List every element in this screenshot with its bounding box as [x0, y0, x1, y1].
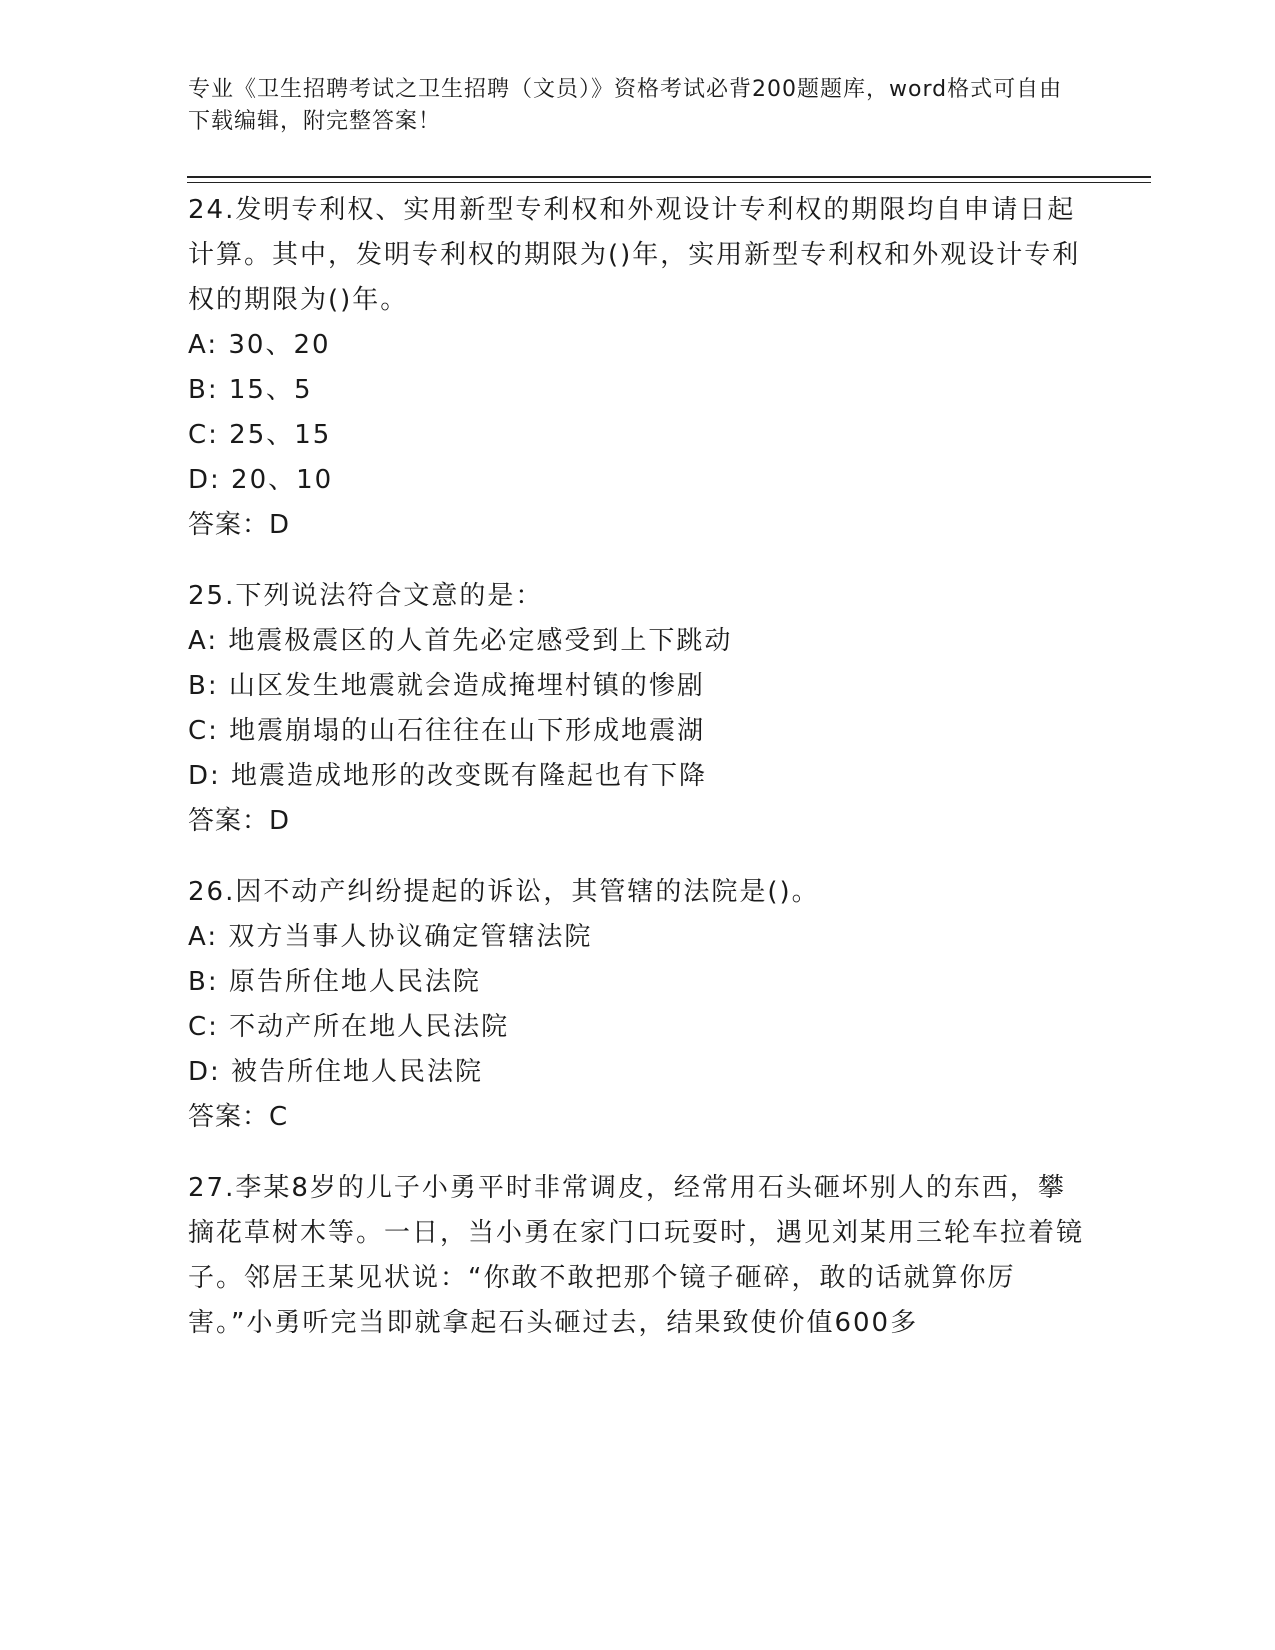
header-rule-thick [187, 176, 1151, 178]
option-d: D: 被告所住地人民法院 [188, 1057, 484, 1087]
question-list [188, 188, 1088, 1372]
question-stem: 27.李某8岁的儿子小勇平时非常调皮，经常用石头砸坏别人的东西，攀摘花草树木等。一日，当小勇在家门口玩耍时，遇见刘某用三轮车拉着镜子。邻居王某见状说：“你敢不敢把那个镜子砸碎，敢的话就算你厉害。”小勇听完当即就拿起石头砸过去，结果致使价值600多 [188, 1173, 1085, 1338]
option-a: A: 双方当事人协议确定管辖法院 [188, 922, 593, 952]
option-c: C: 25、15 [188, 420, 332, 450]
option-b: B: 15、5 [188, 375, 313, 405]
option-c: C: 不动产所在地人民法院 [188, 1012, 510, 1042]
question-24 [188, 188, 1088, 548]
option-c: C: 地震崩塌的山石往往在山下形成地震湖 [188, 716, 706, 746]
question-26 [188, 870, 1088, 1140]
answer: 答案：D [188, 510, 291, 540]
question-stem: 24.发明专利权、实用新型专利权和外观设计专利权的期限均自申请日起计算。其中，发明专利权的期限为()年，实用新型专利权和外观设计专利权的期限为()年。 [188, 195, 1081, 315]
header-rule-thin [187, 182, 1151, 183]
answer: 答案：D [188, 806, 291, 836]
question-stem: 25.下列说法符合文意的是： [188, 581, 544, 611]
question-27 [188, 1166, 1088, 1346]
option-a: A: 30、20 [188, 330, 331, 360]
question-25 [188, 574, 1088, 844]
question-stem: 26.因不动产纠纷提起的诉讼，其管辖的法院是()。 [188, 877, 820, 907]
option-d: D: 地震造成地形的改变既有隆起也有下降 [188, 761, 708, 791]
option-d: D: 20、10 [188, 465, 334, 495]
document-header: 专业《卫生招聘考试之卫生招聘（文员）》资格考试必背200题题库，word格式可自由下载编辑，附完整答案！ [188, 77, 1063, 134]
option-a: A: 地震极震区的人首先必定感受到上下跳动 [188, 626, 733, 656]
answer: 答案：C [188, 1102, 289, 1132]
option-b: B: 山区发生地震就会造成掩埋村镇的惨剧 [188, 671, 705, 701]
option-b: B: 原告所住地人民法院 [188, 967, 481, 997]
